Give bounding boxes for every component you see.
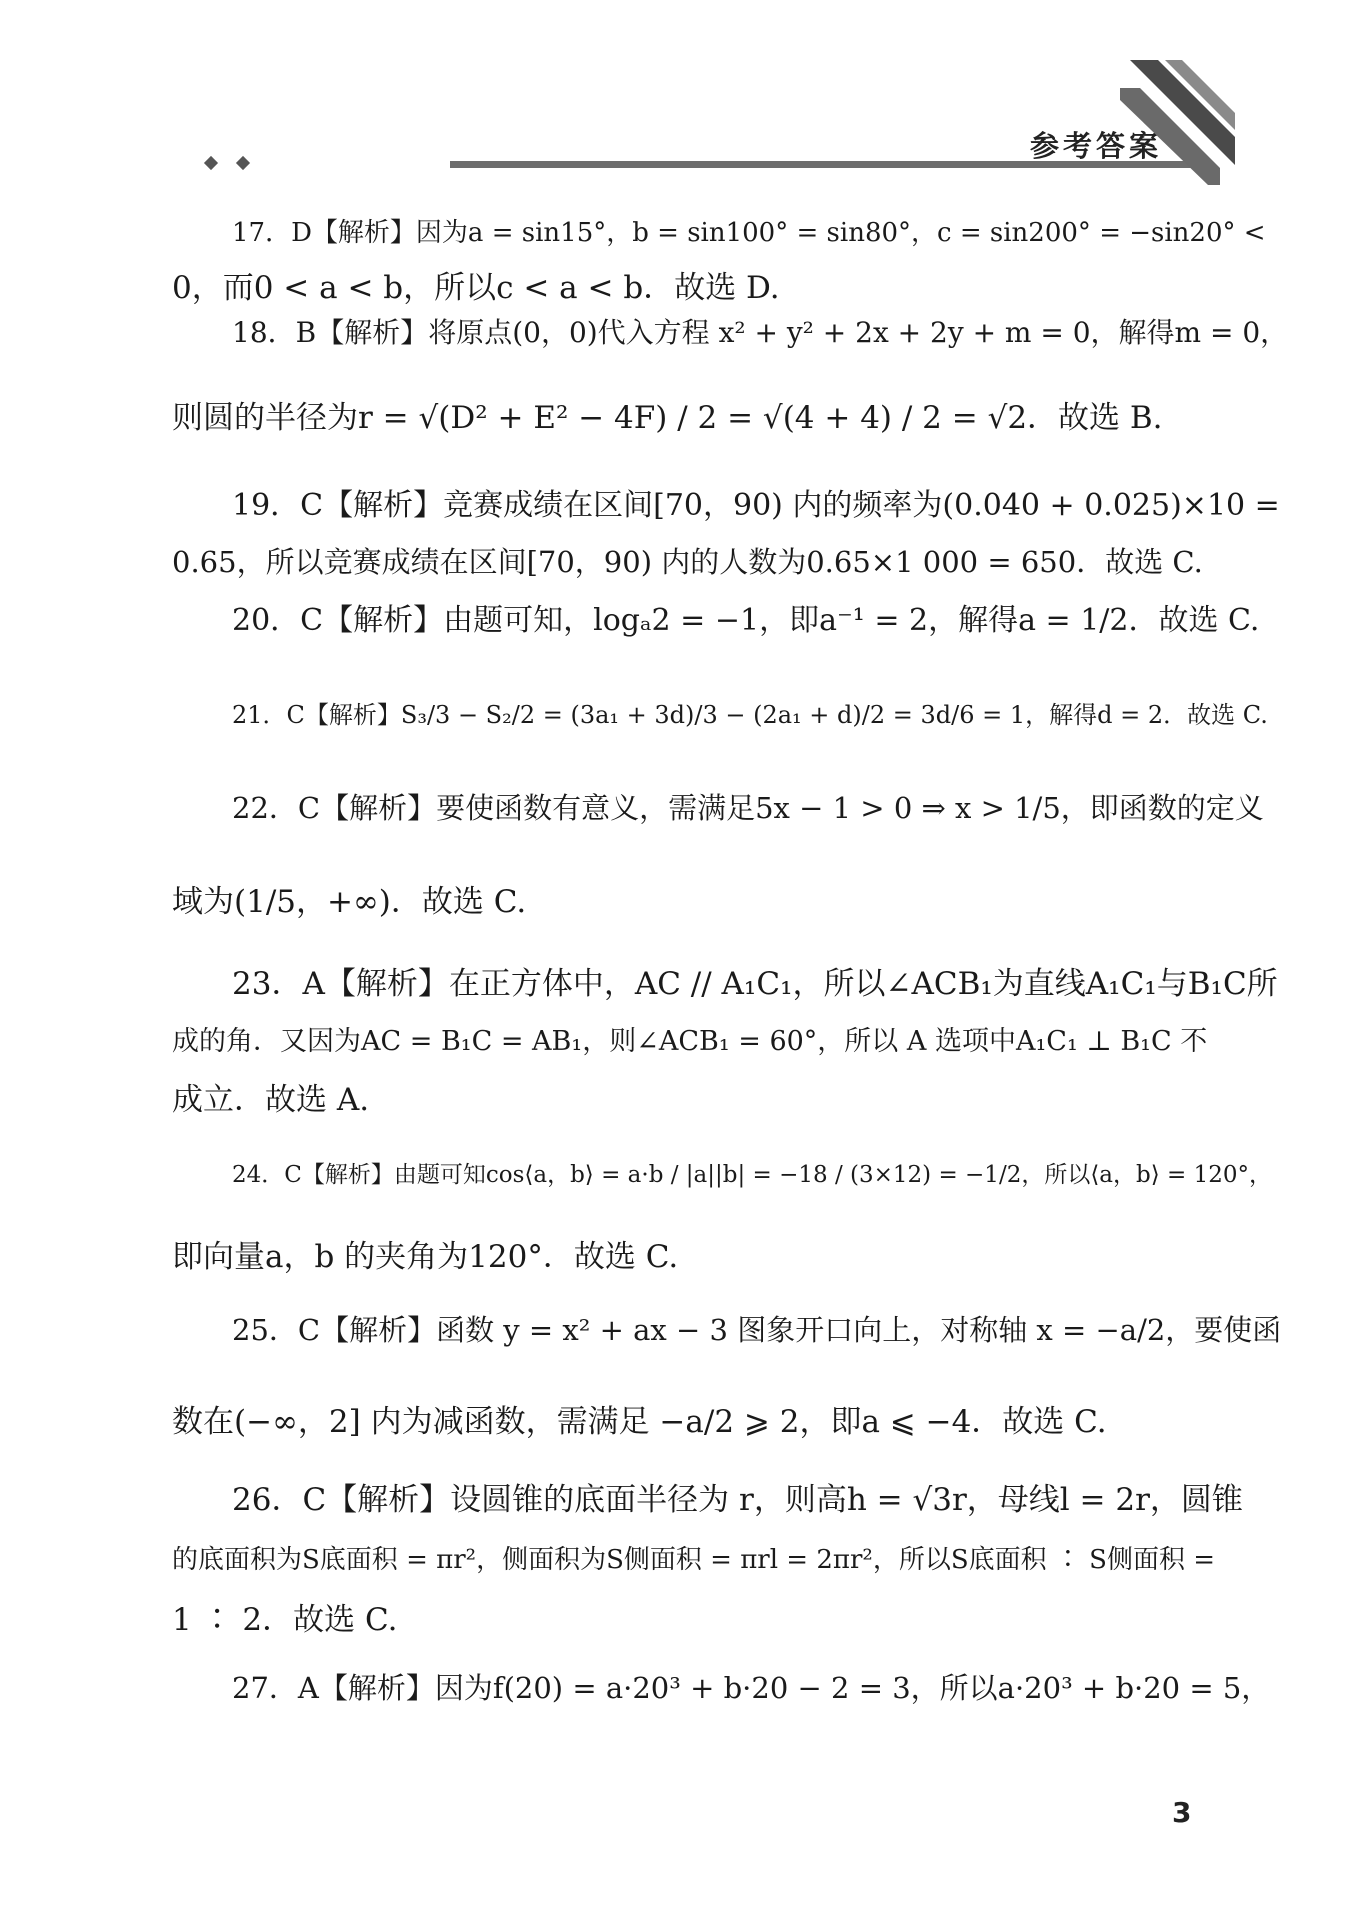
answer-26-line-2: 的底面积为S底面积 = πr²，侧面积为S侧面积 = πrl = 2πr²，所以S底面积 ∶ S侧面积 = bbox=[172, 1545, 1216, 1575]
answer-22-line-1: 22．C【解析】要使函数有意义，需满足5x − 1 > 0 ⇒ x > 1/5，即函数的定义 bbox=[232, 791, 1264, 825]
answer-26-line-3: 1 ∶ 2．故选 C. bbox=[172, 1602, 398, 1638]
header-title: 参考答案 bbox=[1030, 129, 1163, 163]
header-diamond-dot bbox=[236, 156, 250, 170]
answer-25-line-2: 数在(−∞，2] 内为减函数，需满足 −a/2 ⩾ 2，即a ⩽ −4．故选 C. bbox=[172, 1404, 1107, 1440]
answer-22-line-2: 域为(1/5，+∞)．故选 C. bbox=[172, 884, 527, 920]
answer-24-line-2: 即向量a，b 的夹角为120°．故选 C. bbox=[172, 1239, 679, 1275]
answer-20-line: 20．C【解析】由题可知，logₐ2 = −1，即a⁻¹ = 2，解得a = 1/2．故选 C. bbox=[232, 603, 1260, 638]
answer-23-line-2: 成的角．又因为AC = B₁C = AB₁，则∠ACB₁ = 60°，所以 A 选项中A₁C₁ ⊥ B₁C 不 bbox=[172, 1026, 1208, 1057]
answer-25-line-1: 25．C【解析】函数 y = x² + ax − 3 图象开口向上，对称轴 x = −a/2，要使函 bbox=[232, 1313, 1282, 1347]
answer-19-line-1: 19．C【解析】竞赛成绩在区间[70，90) 内的频率为(0.040 + 0.025)×10 = bbox=[232, 488, 1280, 523]
answer-19-line-2: 0.65，所以竞赛成绩在区间[70，90) 内的人数为0.65×1 000 = 650．故选 C. bbox=[172, 545, 1203, 579]
answer-23-line-1: 23．A【解析】在正方体中，AC // A₁C₁，所以∠ACB₁为直线A₁C₁与B₁C所 bbox=[232, 966, 1278, 1002]
answer-18-line-1: 18．B【解析】将原点(0，0)代入方程 x² + y² + 2x + 2y + m = 0，解得m = 0， bbox=[232, 316, 1289, 349]
page-number: 3 bbox=[1172, 1796, 1192, 1829]
answer-17-line-1: 17．D【解析】因为a = sin15°，b = sin100° = sin80°，c = sin200° = −sin20° < bbox=[232, 218, 1266, 248]
answer-24-line-1: 24．C【解析】由题可知cos⟨a，b⟩ = a·b / |a||b| = −18 / (3×12) = −1/2，所以⟨a，b⟩ = 120°， bbox=[232, 1162, 1272, 1188]
answer-17-line-2: 0，而0 < a < b，所以c < a < b．故选 D. bbox=[172, 270, 780, 306]
answer-21-line: 21．C【解析】S₃/3 − S₂/2 = (3a₁ + 3d)/3 − (2a₁ + d)/2 = 3d/6 = 1，解得d = 2．故选 C. bbox=[232, 701, 1268, 729]
header-diamond-dot bbox=[204, 156, 218, 170]
corner-stripes-decoration bbox=[1120, 60, 1235, 185]
answer-26-line-1: 26．C【解析】设圆锥的底面半径为 r，则高h = √3r，母线l = 2r，圆锥 bbox=[232, 1482, 1243, 1518]
answer-23-line-3: 成立．故选 A. bbox=[172, 1082, 370, 1118]
answer-27-line: 27．A【解析】因为f(20) = a·20³ + b·20 − 2 = 3，所以a·20³ + b·20 = 5， bbox=[232, 1671, 1271, 1705]
answer-18-line-2: 则圆的半径为r = √(D² + E² − 4F) / 2 = √(4 + 4) / 2 = √2．故选 B. bbox=[172, 400, 1163, 436]
